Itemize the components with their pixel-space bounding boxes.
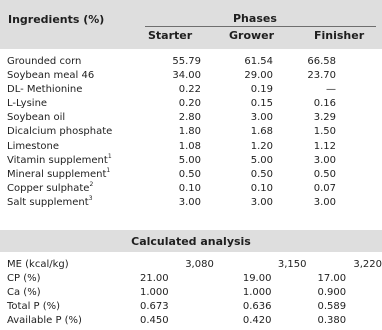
ingredient-label: Mineral supplement [7,168,107,180]
starter-value: 0.20 [178,98,201,110]
ingredient-label: Copper sulphate [7,182,90,194]
phases-header: Phases [233,12,277,25]
analysis-name: ME (kcal/kg) [7,259,69,270]
table-row [7,182,336,196]
column-header-starter: Starter [148,29,193,42]
grower-value: 29.00 [244,70,273,82]
calculated-analysis-table [7,258,382,328]
ingredient-name: Grounded corn [7,56,82,67]
finisher-value: 1.12 [313,140,336,152]
grower-value: 3.00 [250,196,273,208]
starter-value: 55.79 [172,56,201,67]
table-row [7,111,336,125]
analysis-name: Ca (%) [7,287,41,299]
table-row [7,83,336,97]
ingredients-table [7,55,336,210]
grower-value: 1.68 [250,126,273,138]
analysis-name: Available P (%) [7,315,82,327]
finisher-value: 3.29 [313,112,336,124]
ingredient-name: Dicalcium phosphate [7,126,113,138]
starter-value: 2.80 [178,112,201,124]
column-header-grower: Grower [229,29,275,42]
starter-value: 21.00 [140,273,169,285]
grower-value: 1.000 [242,287,272,299]
finisher-value: 0.07 [313,182,336,194]
table-row [7,168,336,182]
finisher-value: 0.900 [317,287,347,299]
starter-value: 0.450 [140,315,169,327]
ingredient-name: Limestone [7,140,59,152]
ingredient-name [7,168,141,182]
table-row [7,140,336,154]
grower-value: 3,150 [277,259,307,270]
ingredient-name: L-Lysine [7,98,48,110]
footnote-marker: 3 [88,194,93,202]
table-row [7,69,336,83]
calculated-analysis-title: Calculated analysis [131,235,251,248]
footnote-marker: 1 [106,166,111,174]
finisher-value: 0.50 [313,168,336,180]
table-row [7,272,382,286]
table-row [7,154,336,168]
ingredient-name: Soybean meal 46 [7,70,95,82]
analysis-name: Total P (%) [7,301,61,313]
footnote-marker: 1 [107,152,112,160]
grower-value: 61.54 [244,56,273,67]
finisher-value: 0.16 [313,98,336,110]
table-row [7,314,382,328]
grower-value: 0.50 [250,168,273,180]
ingredients-header: Ingredients (%) [8,13,105,26]
finisher-value: — [326,84,336,96]
starter-value: 0.22 [178,84,201,96]
grower-value: 1.20 [250,140,273,152]
ingredient-name: DL- Methionine [7,84,83,96]
table-row [7,258,382,272]
finisher-value: 23.70 [307,70,336,82]
ingredient-name [7,154,141,168]
ingredient-name: Soybean oil [7,112,66,124]
grower-value: 19.00 [242,273,272,285]
starter-value: 1.000 [140,287,169,299]
finisher-value: 0.589 [317,301,347,313]
grower-value: 5.00 [250,154,273,166]
finisher-value: 3.00 [313,196,336,208]
table-row [7,196,336,210]
finisher-value: 1.50 [313,126,336,138]
starter-value: 5.00 [178,154,201,166]
finisher-value: 0.380 [317,315,347,327]
grower-value: 0.420 [242,315,272,327]
table-row [7,55,336,69]
starter-value: 0.50 [178,168,201,180]
starter-value: 3,080 [185,259,214,270]
starter-value: 0.673 [140,301,169,313]
ingredient-name [7,196,141,210]
analysis-name: CP (%) [7,273,41,285]
finisher-value: 17.00 [317,273,347,285]
grower-value: 0.636 [242,301,272,313]
ingredient-label: Vitamin supplement [7,154,108,166]
starter-value: 34.00 [172,70,201,82]
table-row [7,125,336,139]
starter-value: 1.80 [178,126,201,138]
table-row [7,300,382,314]
starter-value: 1.08 [178,140,201,152]
finisher-value: 3,220 [353,259,382,270]
starter-value: 0.10 [178,182,201,194]
column-header-finisher: Finisher [314,29,365,42]
grower-value: 0.15 [250,98,273,110]
grower-value: 0.10 [250,182,273,194]
finisher-value: 3.00 [313,154,336,166]
footnote-marker: 2 [89,180,94,188]
ingredient-label: Salt supplement [7,196,89,208]
grower-value: 3.00 [250,112,273,124]
starter-value: 3.00 [178,196,201,208]
ingredient-name [7,182,141,196]
grower-value: 0.19 [250,84,273,96]
table-row [7,286,382,300]
table-row [7,97,336,111]
phases-rule [145,26,376,27]
finisher-value: 66.58 [307,56,336,67]
